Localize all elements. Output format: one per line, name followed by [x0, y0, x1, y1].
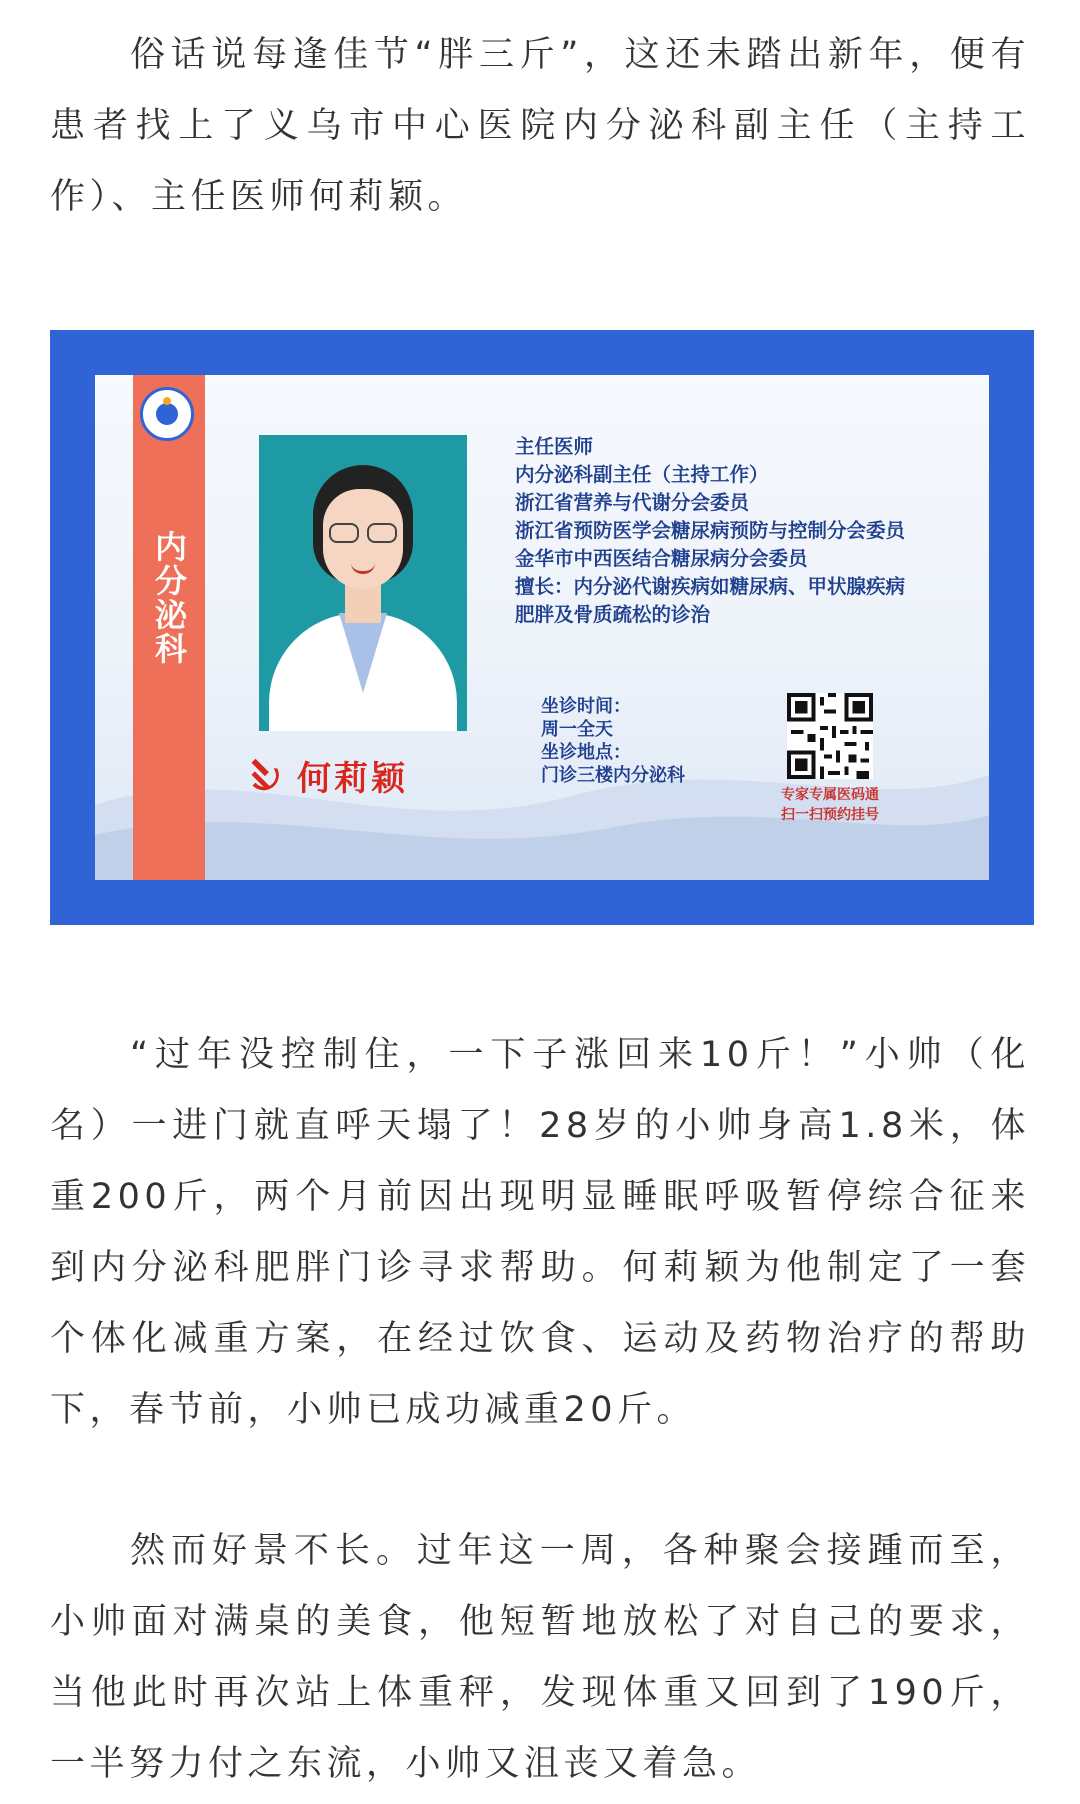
doctor-name-row [245, 751, 408, 800]
qr-caption [755, 785, 905, 825]
department-label: 内分泌科 [150, 530, 188, 666]
qr-caption-line: 扫一扫预约挂号 [781, 807, 879, 823]
qr-code-icon [787, 693, 873, 779]
info-line: 内分泌科副主任（主持工作） [515, 463, 769, 486]
doctor-photo [259, 435, 467, 731]
info-line: 浙江省营养与代谢分会委员 [515, 491, 750, 514]
info-line: 金华市中西医结合糖尿病分会委员 [515, 547, 808, 570]
doctor-card-inner [95, 375, 989, 880]
clinic-line: 坐诊时间： [541, 696, 631, 717]
paragraph-intro: 俗话说每逢佳节“胖三斤”，这还未踏出新年，便有患者找上了义乌市中心医院内分泌科副主任（主持工作）、主任医师何莉颖。 [50, 35, 1030, 217]
info-line: 擅长：内分泌代谢疾病如糖尿病、甲状腺疾病 [515, 575, 906, 598]
info-line: 主任医师 [515, 435, 594, 458]
clinic-schedule [541, 695, 685, 787]
paragraph-story: “过年没控制住，一下子涨回来10斤！”小帅（化名）一进门就直呼天塌了！28岁的小帅身高1.8米，体重200斤，两个月前因出现明显睡眠呼吸暂停综合征来到内分泌科肥胖门诊寻求帮助。何莉颖为他制定了一套个体化减重方案，在经过饮食、运动及药物治疗的帮助下，春节前，小帅已成功减重20斤。 [50, 1035, 1030, 1430]
doctor-name: 何莉颖 [297, 759, 408, 799]
clinic-line: 门诊三楼内分泌科 [541, 765, 685, 786]
hospital-logo-icon [140, 387, 194, 441]
info-line: 浙江省预防医学会糖尿病预防与控制分会委员 [515, 519, 906, 542]
doctor-card [50, 330, 1034, 925]
doctor-info [515, 433, 905, 629]
clinic-line: 坐诊地点： [541, 742, 631, 763]
qr-caption-line: 专家专属医码通 [781, 787, 879, 803]
info-line: 肥胖及骨质疏松的诊治 [515, 603, 711, 626]
clinic-line: 周一全天 [541, 719, 613, 740]
hammer-sickle-icon [245, 757, 283, 795]
paragraph-relapse: 然而好景不长。过年这一周，各种聚会接踵而至，小帅面对满桌的美食，他短暂地放松了对自己的要求，当他此时再次站上体重秤，发现体重又回到了190斤，一半努力付之东流，小帅又沮丧又着急。 [50, 1531, 1030, 1784]
